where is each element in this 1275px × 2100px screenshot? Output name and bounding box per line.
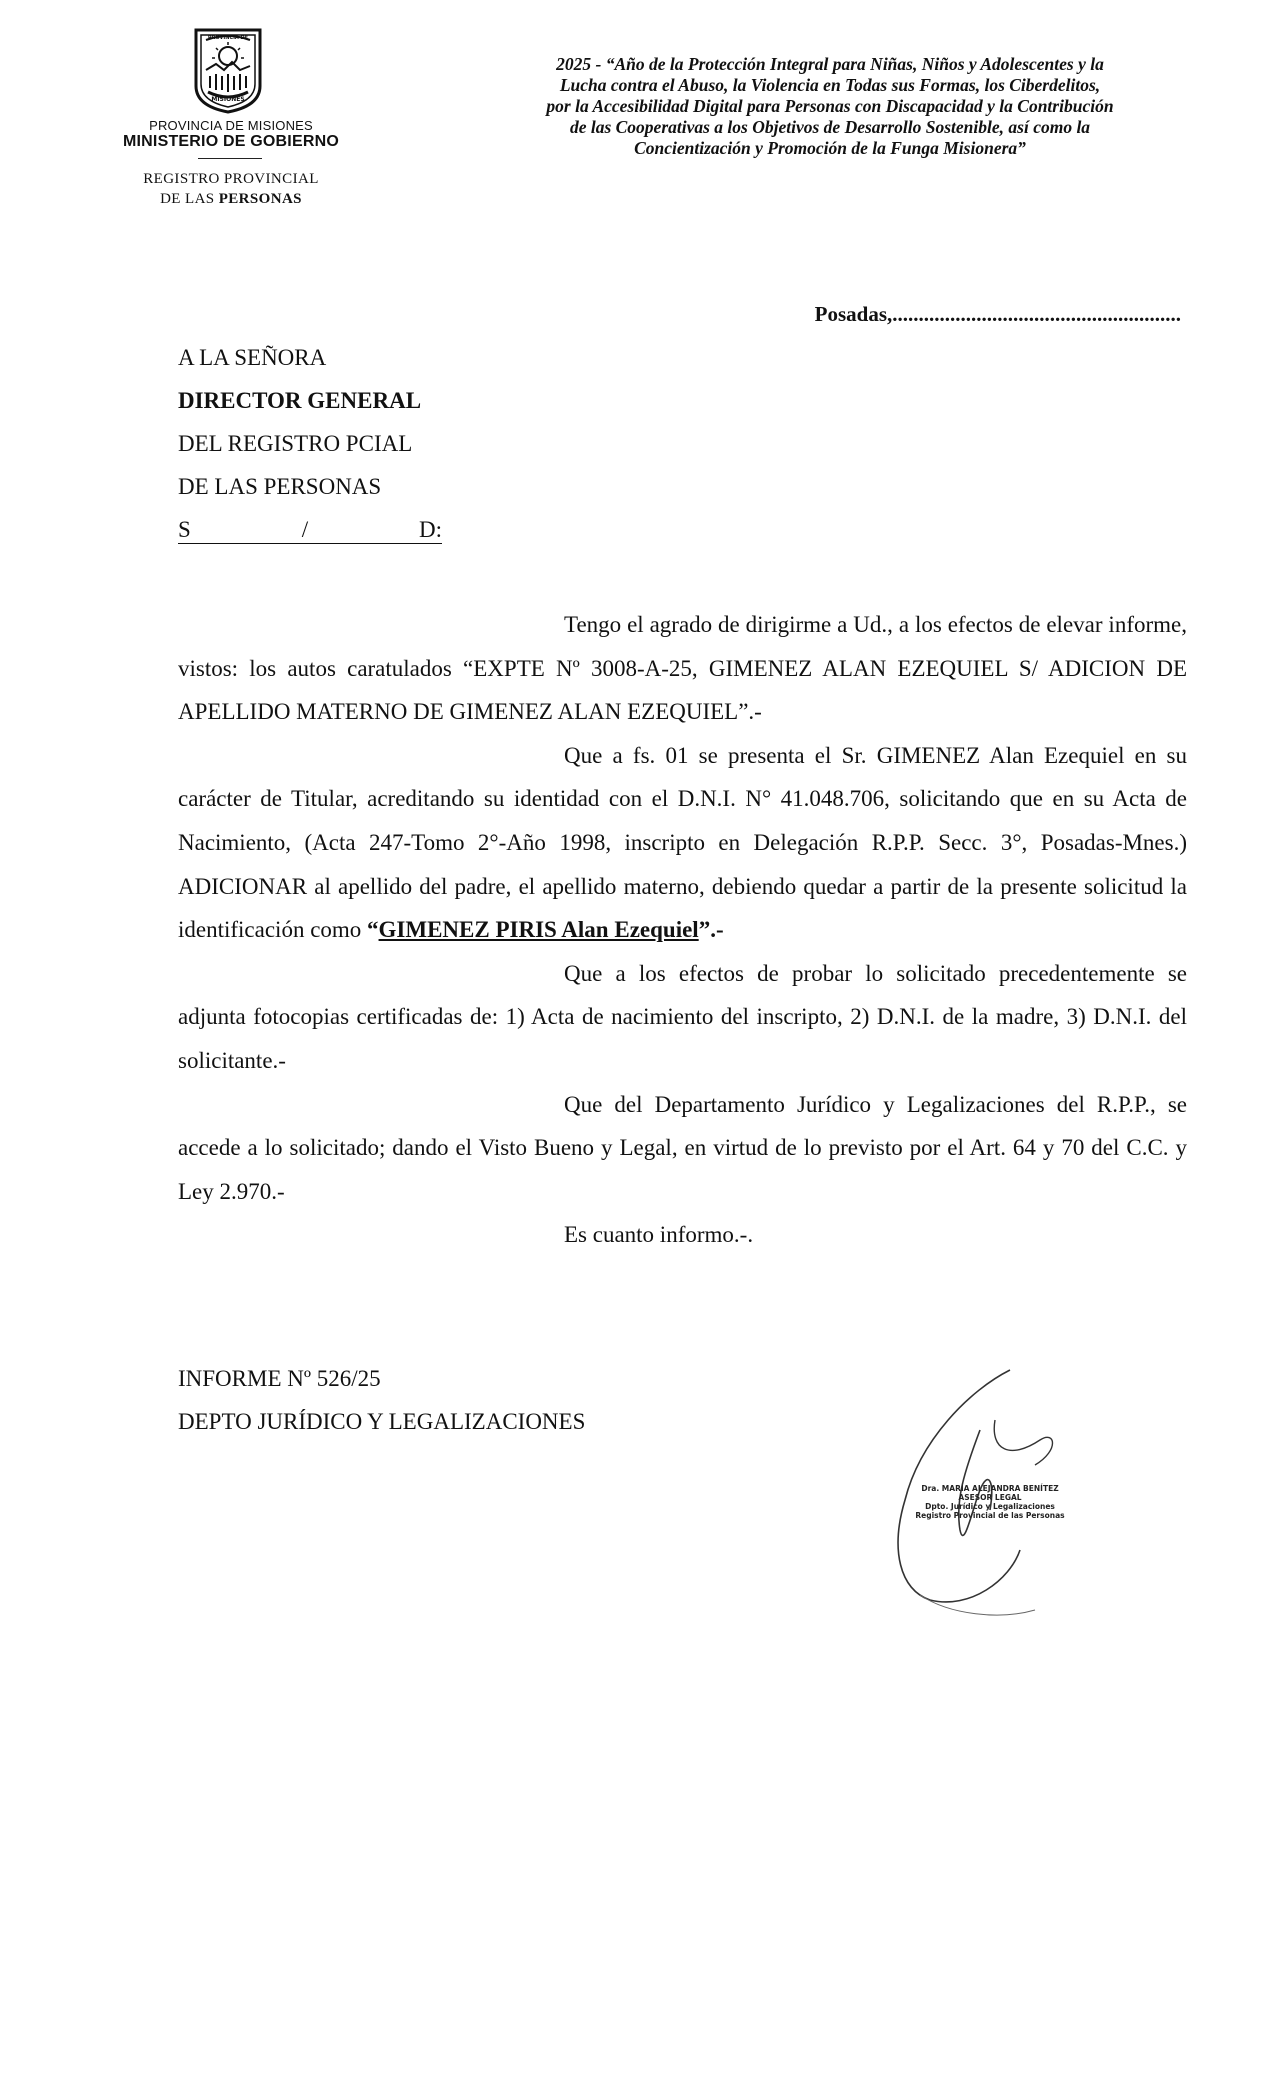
signature-stamp: Dra. MARÍA ALEJANDRA BENÍTEZ ASESOR LEGAL Dpto. Jurídico y Legalizaciones Registro Provincial de las Personas: [915, 1484, 1065, 1520]
date-line: Posadas,.......................................................: [814, 302, 1181, 326]
addressee-title: DIRECTOR GENERAL: [178, 388, 422, 413]
letterhead-province: PROVINCIA DE MISIONES: [149, 118, 313, 133]
new-name: GIMENEZ PIRIS Alan Ezequiel: [378, 917, 699, 943]
letterhead-divider: [198, 158, 262, 159]
svg-text:MISIONES: MISIONES: [211, 96, 245, 103]
provincial-coat-of-arms-icon: [186, 26, 270, 114]
paragraph-5: Es cuanto informo.-.: [564, 1222, 754, 1248]
salutation-sd: S / D:: [178, 517, 442, 542]
addressee-line3: DEL REGISTRO PCIAL: [178, 431, 413, 456]
letterhead-registry-line2: DE LAS PERSONAS: [160, 191, 302, 207]
motto-line: 2025 - “Año de la Protección Integral para Niñas, Niños y Adolescentes y la: [556, 54, 1104, 74]
paragraph-1: Tengo el agrado de dirigirme a Ud., a los efectos de elevar informe, vistos: los autos caratulados “EXPTE Nº 3008-A-25, GIMENEZ ALAN EZEQUIEL S/ ADICION DE APELLIDO MATERNO DE GIMENEZ ALAN EZEQUIEL”.-: [178, 612, 1187, 725]
letter-body: [178, 603, 1187, 1257]
letterhead-registry-line1: REGISTRO PROVINCIAL: [143, 171, 319, 187]
letterhead-ministry: MINISTERIO DE GOBIERNO: [123, 133, 339, 150]
paragraph-3: Que a los efectos de probar lo solicitado precedentemente se adjunta fotocopias certificadas de: 1) Acta de nacimiento del inscripto, 2) D.N.I. de la madre, 3) D.N.I. del solicitante.-: [178, 960, 1187, 1073]
department-name: DEPTO JURÍDICO Y LEGALIZACIONES: [178, 1409, 586, 1434]
motto-line: Concientización y Promoción de la Funga Misionera”: [634, 138, 1026, 158]
motto-line: por la Accesibilidad Digital para Personas con Discapacidad y la Contribución: [546, 96, 1114, 116]
addressee-line4: DE LAS PERSONAS: [178, 474, 382, 499]
year-motto: [480, 54, 1180, 159]
paragraph-4: Que del Departamento Jurídico y Legalizaciones del R.P.P., se accede a lo solicitado; dando el Visto Bueno y Legal, en virtud de lo previsto por el Art. 64 y 70 del C.C. y Ley 2.970.-: [178, 1091, 1187, 1204]
report-number: INFORME Nº 526/25: [178, 1366, 381, 1391]
svg-text:PROVINCIA DE: PROVINCIA DE: [207, 35, 249, 41]
motto-line: Lucha contra el Abuso, la Violencia en Todas sus Formas, los Ciberdelitos,: [559, 75, 1101, 95]
paragraph-2: Que a fs. 01 se presenta el Sr. GIMENEZ Alan Ezequiel en su carácter de Titular, acreditando su identidad con el D.N.I. N° 41.048.706, solicitando que en su Acta de Nacimiento, (Acta 247-Tomo 2°-Año 1998, inscripto en Delegación R.P.P. Secc. 3°, Posadas-Mnes.) ADICIONAR al apellido del padre, el apellido materno, debiendo quedar a partir de la presente solicitud la identificación como “GIMENEZ PIRIS Alan Ezequiel”.-: [178, 742, 1187, 943]
addressee-line1: A LA SEÑORA: [178, 345, 327, 370]
motto-line: de las Cooperativas a los Objetivos de Desarrollo Sostenible, así como la: [569, 117, 1091, 137]
